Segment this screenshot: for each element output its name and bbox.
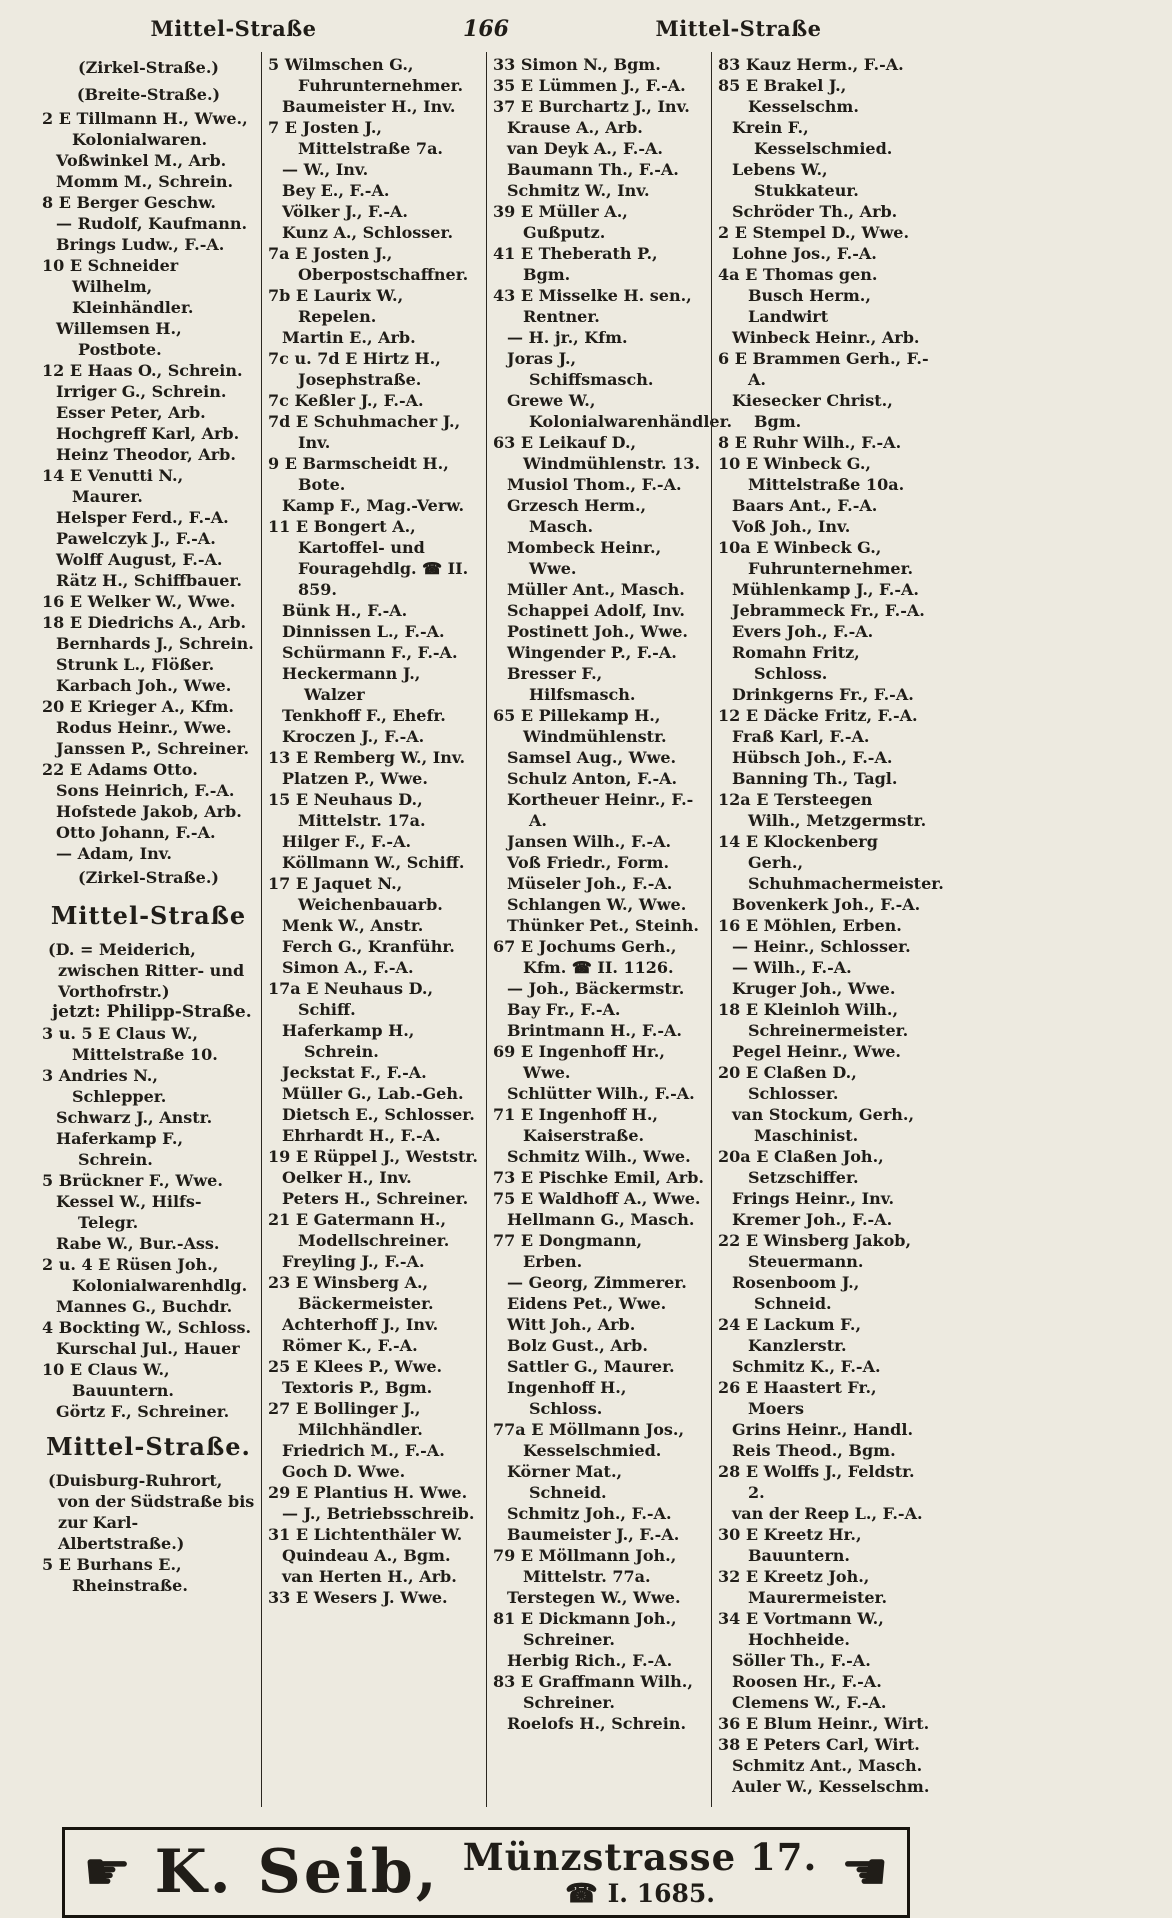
directory-entry: Krein F., Kesselschmied. — [732, 118, 893, 158]
column-2 — [261, 52, 486, 1807]
directory-entry: van Herten H., Arb. — [282, 1567, 457, 1586]
column-3 — [486, 52, 733, 1807]
directory-entry: Helsper Ferd., F.-A. — [56, 508, 229, 527]
page-header — [36, 16, 936, 42]
directory-entry: Herbig Rich., F.-A. — [507, 1651, 673, 1670]
directory-entry: Köllmann W., Schiff. — [282, 853, 465, 872]
directory-entry: Willemsen H., Postbote. — [56, 319, 182, 359]
directory-entry: Schlütter Wilh., F.-A. — [507, 1084, 695, 1103]
directory-entry: 16 E Welker W., Wwe. — [42, 592, 236, 611]
directory-entry: Thünker Pet., Steinh. — [507, 916, 699, 935]
directory-entry: Ferch G., Kranführ. — [282, 937, 455, 956]
directory-entry: Kroczen J., F.-A. — [282, 727, 425, 746]
directory-entry: 27 E Bollinger J., Milchhändler. — [268, 1399, 423, 1439]
directory-entry: 31 E Lichtenthäler W. — [268, 1525, 463, 1544]
directory-entry: Kessel W., Hilfs-Telegr. — [56, 1192, 202, 1232]
directory-entry: 7c Keßler J., F.-A. — [268, 391, 424, 410]
directory-entry: Otto Johann, F.-A. — [56, 823, 216, 842]
directory-entry: — J., Betriebsschreib. — [282, 1504, 475, 1523]
directory-entry: Eidens Pet., Wwe. — [507, 1294, 667, 1313]
directory-entry: 67 E Jochums Gerh., Kfm. ☎ II. 1126. — [493, 937, 677, 977]
directory-entry: Schulz Anton, F.-A. — [507, 769, 678, 788]
directory-entry: 81 E Dickmann Joh., Schreiner. — [493, 1609, 677, 1649]
directory-entry: 18 E Diedrichs A., Arb. — [42, 613, 247, 632]
directory-entry: Mombeck Heinr., Wwe. — [507, 538, 662, 578]
directory-entry: Wingender P., F.-A. — [507, 643, 677, 662]
directory-entry: van Stockum, Gerh., Maschinist. — [732, 1105, 915, 1145]
directory-entry: 2 u. 4 E Rüsen Joh., Kolonialwarenhdlg. — [42, 1255, 248, 1295]
directory-entry: 4 Bockting W., Schloss. — [42, 1318, 252, 1337]
directory-entry: 30 E Kreetz Hr., Bauuntern. — [718, 1525, 862, 1565]
directory-entry: 22 E Winsberg Jakob, Steuermann. — [718, 1231, 912, 1271]
directory-entry: jetzt: Philipp-Straße. — [52, 1002, 252, 1022]
directory-entry: Voß Friedr., Form. — [507, 853, 670, 872]
directory-entry: Musiol Thom., F.-A. — [507, 475, 682, 494]
directory-entry: Mannes G., Buchdr. — [56, 1297, 233, 1316]
directory-entry: Hellmann G., Masch. — [507, 1210, 695, 1229]
directory-entry: 29 E Plantius H. Wwe. — [268, 1483, 468, 1502]
directory-entry: Kunz A., Schlosser. — [282, 223, 454, 242]
directory-entry: 25 E Klees P., Wwe. — [268, 1357, 443, 1376]
directory-entry: 85 E Brakel J., Kesselschm. — [718, 76, 859, 116]
directory-entry: Schwarz J., Anstr. — [56, 1108, 213, 1127]
page-number: 166 — [463, 16, 509, 42]
cross-street-reference: (Zirkel-Straße.) — [78, 868, 219, 887]
directory-entry: Peters H., Schreiner. — [282, 1189, 469, 1208]
directory-entry: 7d E Schuhmacher J., Inv. — [268, 412, 461, 452]
directory-entry: 83 Kauz Herm., F.-A. — [718, 55, 904, 74]
column-4 — [711, 52, 944, 1807]
directory-entry: Bovenkerk Joh., F.-A. — [732, 895, 921, 914]
directory-entry: Müller G., Lab.-Geh. — [282, 1084, 464, 1103]
directory-entry: — Georg, Zimmerer. — [507, 1273, 687, 1292]
telephone-icon: ☎ — [565, 1878, 598, 1909]
directory-entry: 39 E Müller A., Gußputz. — [493, 202, 628, 242]
directory-entry: — Rudolf, Kaufmann. — [56, 214, 248, 233]
directory-entry: Brings Ludw., F.-A. — [56, 235, 225, 254]
directory-entry: Schürmann F., F.-A. — [282, 643, 458, 662]
directory-entry: Hofstede Jakob, Arb. — [56, 802, 242, 821]
directory-entry: Mühlenkamp J., F.-A. — [732, 580, 919, 599]
directory-entry: 5 Brückner F., Wwe. — [42, 1171, 223, 1190]
directory-entry: Drinkgerns Fr., F.-A. — [732, 685, 914, 704]
directory-entry: 17 E Jaquet N., Weichenbauarb. — [268, 874, 443, 914]
directory-entry: 83 E Graffmann Wilh., Schreiner. — [493, 1672, 693, 1712]
ad-phone-number: I. 1685. — [607, 1879, 715, 1909]
ad-address: Münzstrasse 17. — [462, 1835, 818, 1879]
directory-entry: Winbeck Heinr., Arb. — [732, 328, 920, 347]
directory-entry: Jansen Wilh., F.-A. — [507, 832, 672, 851]
directory-entry: Rosenboom J., Schneid. — [732, 1273, 860, 1313]
directory-entry: Roosen Hr., F.-A. — [732, 1672, 882, 1691]
directory-entry: van der Reep L., F.-A. — [732, 1504, 923, 1523]
directory-entry: Goch D. Wwe. — [282, 1462, 406, 1481]
directory-entry: Bay Fr., F.-A. — [507, 1000, 621, 1019]
directory-entry: Körner Mat., Schneid. — [507, 1462, 623, 1502]
directory-entry: Janssen P., Schreiner. — [56, 739, 250, 758]
directory-entry: Müseler Joh., F.-A. — [507, 874, 673, 893]
directory-entry: — W., Inv. — [282, 160, 369, 179]
directory-entry: 11 E Bongert A., Kartoffel- und Fouragehdlg. ☎ II. 859. — [268, 517, 469, 599]
directory-entry: Bresser F., Hilfsmasch. — [507, 664, 636, 704]
directory-entry: 3 u. 5 E Claus W., Mittelstraße 10. — [42, 1024, 218, 1064]
directory-entry: Strunk L., Flößer. — [56, 655, 215, 674]
directory-entry: Jebrammeck Fr., F.-A. — [732, 601, 925, 620]
directory-entry: Esser Peter, Arb. — [56, 403, 206, 422]
directory-entry: Fraß Karl, F.-A. — [732, 727, 870, 746]
directory-entry: 20 E Claßen D., Schlosser. — [718, 1063, 857, 1103]
directory-entry: Irriger G., Schrein. — [56, 382, 227, 401]
directory-entry: Voß Joh., Inv. — [732, 517, 851, 536]
directory-entry: 17a E Neuhaus D., Schiff. — [268, 979, 434, 1019]
directory-entry: 13 E Remberg W., Inv. — [268, 748, 466, 767]
directory-entry: Hilger F., F.-A. — [282, 832, 412, 851]
directory-entry: Menk W., Anstr. — [282, 916, 424, 935]
advertisement — [62, 1827, 910, 1918]
directory-entry: 6 E Brammen Gerh., F.-A. — [718, 349, 929, 389]
directory-entry: Schlangen W., Wwe. — [507, 895, 687, 914]
directory-entry: Haferkamp F., Schrein. — [56, 1129, 184, 1169]
directory-entry: 71 E Ingenhoff H., Kaiserstraße. — [493, 1105, 658, 1145]
directory-entry: Baumeister H., Inv. — [282, 97, 456, 116]
directory-entry: Frings Heinr., Inv. — [732, 1189, 895, 1208]
directory-entry: 8 E Berger Geschw. — [42, 193, 216, 212]
directory-entry: Müller Ant., Masch. — [507, 580, 685, 599]
directory-entry: 7c u. 7d E Hirtz H., Josephstraße. — [268, 349, 441, 389]
cross-street-reference: (Zirkel-Straße.) — [78, 58, 219, 77]
directory-entry: Ingenhoff H., Schloss. — [507, 1378, 627, 1418]
directory-entry: 20a E Claßen Joh., Setzschiffer. — [718, 1147, 884, 1187]
directory-entry: Terstegen W., Wwe. — [507, 1588, 681, 1607]
directory-entry: Schmitz Joh., F.-A. — [507, 1504, 672, 1523]
directory-entry: 43 E Misselke H. sen., Rentner. — [493, 286, 692, 326]
directory-entry: 63 E Leikauf D., Windmühlenstr. 13. — [493, 433, 701, 473]
directory-entry: 10a E Winbeck G., Fuhrunternehmer. — [718, 538, 914, 578]
directory-entry: 7b E Laurix W., Repelen. — [268, 286, 404, 326]
directory-entry: 21 E Gatermann H., Modellschreiner. — [268, 1210, 450, 1250]
directory-entry: Kiesecker Christ., Bgm. — [732, 391, 893, 431]
directory-entry: 12a E Tersteegen Wilh., Metzgermstr. — [718, 790, 927, 830]
directory-entry: 20 E Krieger A., Kfm. — [42, 697, 234, 716]
directory-entry: 37 E Burchartz J., Inv. — [493, 97, 690, 116]
directory-entry: 38 E Peters Carl, Wirt. — [718, 1735, 920, 1754]
directory-entry: Hübsch Joh., F.-A. — [732, 748, 893, 767]
directory-entry: 41 E Theberath P., Bgm. — [493, 244, 658, 284]
ad-phone-line — [463, 1879, 818, 1909]
column-1 — [36, 52, 261, 1807]
directory-entry: 18 E Kleinloh Wilh., Schreinermeister. — [718, 1000, 909, 1040]
directory-entry: 26 E Haastert Fr., Moers — [718, 1378, 877, 1418]
street-heading: Mittel-Straße. — [46, 1432, 251, 1461]
directory-entry: 28 E Wolffs J., Feldstr. 2. — [718, 1462, 915, 1502]
directory-entry: — H. jr., Kfm. — [507, 328, 628, 347]
directory-entry: 2 E Tillmann H., Wwe., Kolonialwaren. — [42, 109, 248, 149]
directory-entry: Brintmann H., F.-A. — [507, 1021, 682, 1040]
directory-entry: Görtz F., Schreiner. — [56, 1402, 230, 1421]
directory-entry: Tenkhoff F., Ehefr. — [282, 706, 446, 725]
directory-page — [36, 16, 944, 1918]
directory-entry: Dietsch E., Schlosser. — [282, 1105, 475, 1124]
directory-entry: 9 E Barmscheidt H., Bote. — [268, 454, 449, 494]
directory-entry: Haferkamp H., Schrein. — [282, 1021, 415, 1061]
directory-entry: Quindeau A., Bgm. — [282, 1546, 451, 1565]
directory-entry: 33 Simon N., Bgm. — [493, 55, 661, 74]
directory-entry: Pegel Heinr., Wwe. — [732, 1042, 901, 1061]
directory-entry: Auler W., Kesselschm. — [732, 1777, 930, 1796]
directory-entry: 77a E Möllmann Jos., Kesselschmied. — [493, 1420, 685, 1460]
directory-entry: Freyling J., F.-A. — [282, 1252, 425, 1271]
directory-entry: 12 E Däcke Fritz, F.-A. — [718, 706, 918, 725]
directory-entry: Lohne Jos., F.-A. — [732, 244, 877, 263]
directory-entry: 14 E Venutti N., Maurer. — [42, 466, 184, 506]
directory-entry: Baumann Th., F.-A. — [507, 160, 679, 179]
directory-entry: 23 E Winsberg A., Bäckermeister. — [268, 1273, 434, 1313]
directory-entry: 65 E Pillekamp H., Windmühlenstr. — [493, 706, 667, 746]
directory-entry: — Heinr., Schlosser. — [732, 937, 911, 956]
directory-entry: 15 E Neuhaus D., Mittelstr. 17a. — [268, 790, 426, 830]
cross-street-reference: (Breite-Straße.) — [76, 85, 221, 104]
directory-entry: Grzesch Herm., Masch. — [507, 496, 647, 536]
directory-entry: Krause A., Arb. — [507, 118, 643, 137]
directory-entry: 8 E Ruhr Wilh., F.-A. — [718, 433, 902, 452]
directory-entry: 2 E Stempel D., Wwe. — [718, 223, 910, 242]
street-heading: Mittel-Straße — [50, 901, 247, 930]
directory-entry: Ehrhardt H., F.-A. — [282, 1126, 441, 1145]
running-title-left: Mittel-Straße — [150, 16, 317, 41]
pointing-hand-left-icon: ☛ — [83, 1840, 132, 1904]
directory-entry: Simon A., F.-A. — [282, 958, 414, 977]
directory-entry: 16 E Möhlen, Erben. — [718, 916, 902, 935]
directory-entry: Dinnissen L., F.-A. — [282, 622, 445, 641]
directory-entry: Oelker H., Inv. — [282, 1168, 412, 1187]
directory-entry: Friedrich M., F.-A. — [282, 1441, 445, 1460]
directory-entry: Martin E., Arb. — [282, 328, 416, 347]
directory-entry: 73 E Pischke Emil, Arb. — [493, 1168, 704, 1187]
directory-entry: 34 E Vortmann W., Hochheide. — [718, 1609, 884, 1649]
directory-entry: 19 E Rüppel J., Weststr. — [268, 1147, 478, 1166]
directory-entry: Heinz Theodor, Arb. — [56, 445, 236, 464]
directory-entry: (D. = Meiderich, zwischen Ritter- und Vorthofrstr.) — [48, 940, 245, 1001]
directory-entry: Schmitz Ant., Masch. — [732, 1756, 923, 1775]
directory-entry: 69 E Ingenhoff Hr., Wwe. — [493, 1042, 665, 1082]
directory-entry: 10 E Claus W., Bauuntern. — [42, 1360, 174, 1400]
directory-entry: Kamp F., Mag.-Verw. — [282, 496, 465, 515]
directory-entry: Baars Ant., F.-A. — [732, 496, 878, 515]
directory-columns — [36, 52, 944, 1807]
directory-entry: Lebens W., Stukkateur. — [732, 160, 859, 200]
directory-entry: Schmitz K., F.-A. — [732, 1357, 881, 1376]
directory-entry: 12 E Haas O., Schrein. — [42, 361, 243, 380]
directory-entry: — Joh., Bäckermstr. — [507, 979, 685, 998]
directory-entry: Sattler G., Maurer. — [507, 1357, 675, 1376]
directory-entry: Voßwinkel M., Arb. — [56, 151, 227, 170]
directory-entry: Postinett Joh., Wwe. — [507, 622, 688, 641]
directory-entry: van Deyk A., F.-A. — [507, 139, 663, 158]
directory-entry: Römer K., F.-A. — [282, 1336, 418, 1355]
directory-entry: 24 E Lackum F., Kanzlerstr. — [718, 1315, 862, 1355]
directory-entry: Platzen P., Wwe. — [282, 769, 428, 788]
directory-entry: Wolff August, F.-A. — [56, 550, 223, 569]
directory-entry: Söller Th., F.-A. — [732, 1651, 871, 1670]
directory-entry: Clemens W., F.-A. — [732, 1693, 887, 1712]
directory-entry: 32 E Kreetz Joh., Maurermeister. — [718, 1567, 888, 1607]
directory-entry: Rabe W., Bur.-Ass. — [56, 1234, 220, 1253]
directory-entry: Rodus Heinr., Wwe. — [56, 718, 232, 737]
directory-entry: 35 E Lümmen J., F.-A. — [493, 76, 686, 95]
directory-entry: Bolz Gust., Arb. — [507, 1336, 648, 1355]
directory-entry: Jeckstat F., F.-A. — [282, 1063, 427, 1082]
directory-entry: Rätz H., Schiffbauer. — [56, 571, 242, 590]
directory-entry: Kruger Joh., Wwe. — [732, 979, 896, 998]
directory-entry: Kurschal Jul., Hauer — [56, 1339, 240, 1358]
directory-entry: Achterhoff J., Inv. — [282, 1315, 439, 1334]
directory-entry: Schmitz W., Inv. — [507, 181, 650, 200]
directory-entry: Schmitz Wilh., Wwe. — [507, 1147, 691, 1166]
directory-entry: Karbach Joh., Wwe. — [56, 676, 232, 695]
directory-entry: Textoris P., Bgm. — [282, 1378, 433, 1397]
directory-entry: 10 E Winbeck G., Mittelstraße 10a. — [718, 454, 905, 494]
directory-entry: Heckermann J., Walzer — [282, 664, 421, 704]
directory-entry: Bernhards J., Schrein. — [56, 634, 254, 653]
directory-entry: 36 E Blum Heinr., Wirt. — [718, 1714, 930, 1733]
directory-entry: Schröder Th., Arb. — [732, 202, 898, 221]
running-title-right: Mittel-Straße — [655, 16, 822, 41]
directory-entry: Joras J., Schiffsmasch. — [507, 349, 654, 389]
directory-entry: 4a E Thomas gen. Busch Herm., Landwirt — [718, 265, 878, 326]
directory-entry: Schappei Adolf, Inv. — [507, 601, 685, 620]
directory-entry: Bey E., F.-A. — [282, 181, 390, 200]
directory-entry: 22 E Adams Otto. — [42, 760, 198, 779]
directory-entry: 7a E Josten J., Oberpostschaffner. — [268, 244, 469, 284]
directory-entry: Pawelczyk J., F.-A. — [56, 529, 216, 548]
pointing-hand-right-icon: ☚ — [840, 1840, 889, 1904]
directory-entry: Völker J., F.-A. — [282, 202, 408, 221]
directory-entry: 3 Andries N., Schlepper. — [42, 1066, 167, 1106]
directory-entry: Romahn Fritz, Schloss. — [732, 643, 860, 683]
directory-entry: Banning Th., Tagl. — [732, 769, 898, 788]
directory-entry: 14 E Klockenberg Gerh., Schuhmachermeister. — [718, 832, 944, 893]
directory-entry: Bünk H., F.-A. — [282, 601, 408, 620]
directory-entry: Baumeister J., F.-A. — [507, 1525, 680, 1544]
directory-entry: 75 E Waldhoff A., Wwe. — [493, 1189, 701, 1208]
directory-entry: 77 E Dongmann, Erben. — [493, 1231, 643, 1271]
directory-entry: 5 Wilmschen G., Fuhrunternehmer. — [268, 55, 464, 95]
directory-entry: — Wilh., F.-A. — [732, 958, 852, 977]
directory-entry: — Adam, Inv. — [56, 844, 172, 863]
directory-entry: Witt Joh., Arb. — [507, 1315, 636, 1334]
directory-entry: (Duisburg-Ruhrort, von der Südstraße bis zur Karl-Albertstraße.) — [48, 1471, 255, 1553]
directory-entry: Momm M., Schrein. — [56, 172, 234, 191]
directory-entry: 33 E Wesers J. Wwe. — [268, 1588, 448, 1607]
directory-entry: Grewe W., Kolonialwarenhändler. — [507, 391, 733, 431]
directory-entry: Kremer Joh., F.-A. — [732, 1210, 893, 1229]
directory-entry: 79 E Möllmann Joh., Mittelstr. 77a. — [493, 1546, 677, 1586]
directory-entry: Evers Joh., F.-A. — [732, 622, 874, 641]
directory-entry: 5 E Burhans E., Rheinstraße. — [42, 1555, 188, 1595]
directory-entry: Samsel Aug., Wwe. — [507, 748, 677, 767]
ad-company-name: K. Seib, — [154, 1837, 440, 1908]
directory-entry: Sons Heinrich, F.-A. — [56, 781, 235, 800]
directory-entry: Reis Theod., Bgm. — [732, 1441, 896, 1460]
directory-entry: 7 E Josten J., Mittelstraße 7a. — [268, 118, 443, 158]
directory-entry: Grins Heinr., Handl. — [732, 1420, 914, 1439]
directory-entry: Roelofs H., Schrein. — [507, 1714, 687, 1733]
directory-entry: 10 E Schneider Wilhelm, Kleinhändler. — [42, 256, 194, 317]
directory-entry: Hochgreff Karl, Arb. — [56, 424, 240, 443]
directory-entry: Kortheuer Heinr., F.-A. — [507, 790, 694, 830]
ad-contact-block — [463, 1836, 818, 1909]
